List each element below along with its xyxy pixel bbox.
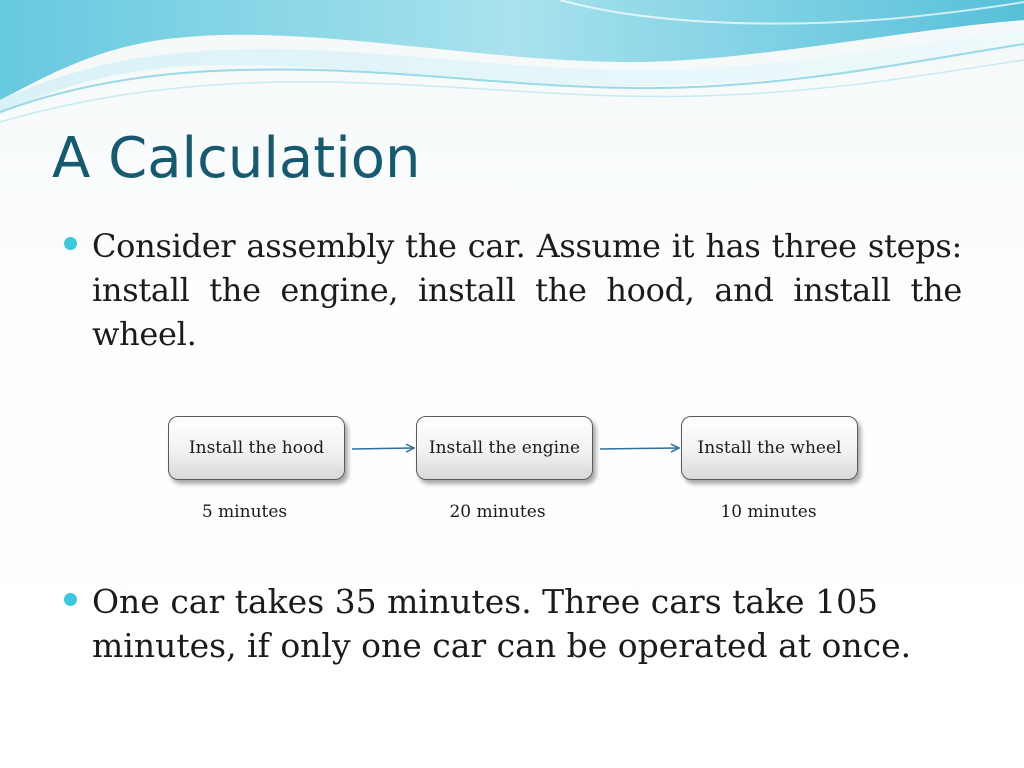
bullet-dot-icon [64,237,77,250]
arrow-engine-to-wheel [600,448,679,449]
step-box-install-wheel [681,416,858,480]
slide-title: A Calculation [52,126,421,191]
bullet-text-2: One car takes 35 minutes. Three cars take 105 minutes, if only one car can be operated at once. [92,582,912,665]
bullet-dot-icon [64,593,77,606]
step-label: Install the hood [188,438,325,458]
step-duration-wheel: 10 minutes [720,502,817,522]
step-label: Install the engine [428,438,581,458]
arrow-hood-to-engine [352,448,414,449]
step-box-install-engine [416,416,593,480]
header-wave-decoration [0,0,1024,130]
step-duration-engine: 20 minutes [449,502,546,522]
step-duration-hood: 5 minutes [201,502,288,522]
step-label: Install the wheel [697,438,842,458]
bullet-text-1: Consider assembly the car. Assume it has three steps: install the engine, install the hood, and install the wheel. [92,227,962,353]
step-box-install-hood [168,416,345,480]
